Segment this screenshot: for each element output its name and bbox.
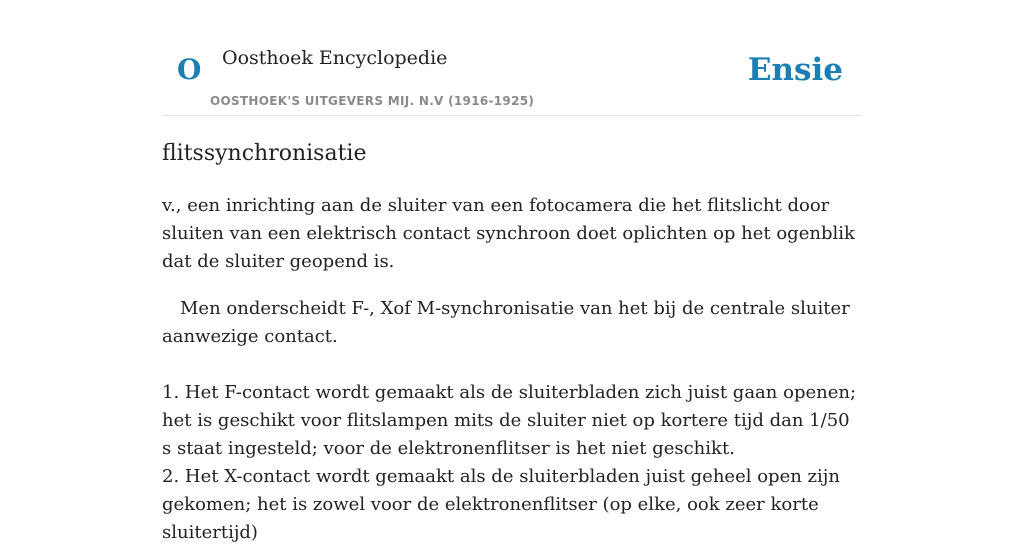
brand-logo-link[interactable]: Ensie	[747, 52, 843, 88]
entry-synchronisation-types-paragraph: Men onderscheidt F-, Xof M-synchronisatie van het bij de centrale sluiter aanwezige contact.	[162, 298, 850, 347]
entry-list-item-x-contact: 2. Het X-contact wordt gemaakt als de sluiterbladen juist geheel open zijn gekomen; het is zowel voor de elektronenflitser (op elke, ook zeer korte sluitertijd)	[162, 466, 840, 543]
entry-list-item-f-contact: 1. Het F-contact wordt gemaakt als de sluiterbladen zich juist gaan openen; het is geschikt voor flitslampen mits de sluiter niet op kortere tijd dan 1/50 s staat ingesteld; voor de elektronenflitser is het niet geschikt.	[162, 382, 857, 459]
entry-title: flitssynchronisatie	[162, 141, 367, 166]
entry-body	[162, 192, 862, 547]
site-header	[162, 0, 862, 116]
paragraph-spacer	[162, 351, 862, 379]
publisher-label: OOSTHOEK'S UITGEVERS MIJ. N.V (1916-1925)	[210, 94, 535, 108]
entry-definition-paragraph: v., een inrichting aan de sluiter van een fotocamera die het flitslicht door sluiten van een elektrisch contact synchroon doet oplichten op het ogenblik dat de sluiter geopend is.	[162, 195, 855, 272]
site-title-link[interactable]: Oosthoek Encyclopedie	[222, 47, 448, 69]
site-logo-mark[interactable]: O	[177, 53, 202, 86]
page	[162, 0, 862, 543]
